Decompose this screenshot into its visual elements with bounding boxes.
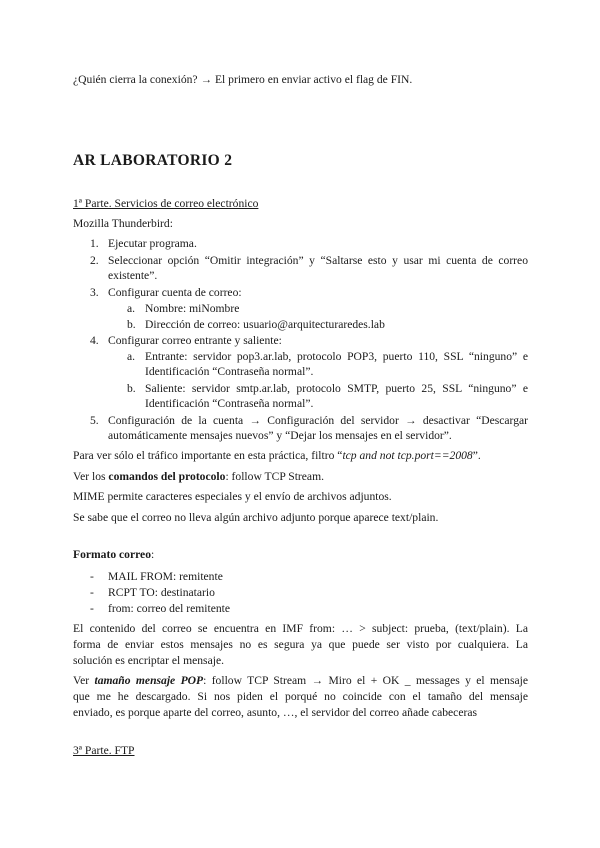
pop-line: que me he descargado. Si nos piden el porqué no coincide con el tamaño del mensaje [73,690,528,703]
substep-text: Nombre: miNombre [145,302,240,315]
format-heading [73,547,154,562]
plain-line: Se sabe que el correo no lleva algún archivo adjunto porque aparece text/plain. [73,511,439,524]
format-paragraph-line: El contenido del correo se encuentra en IMF from: … > subject: prueba, (text/plain). La [73,622,528,635]
substep-letter: b. [127,318,136,331]
substep-text: Identificación “Contraseña normal”. [145,365,314,378]
pop-line [73,673,528,688]
filter-line [73,448,481,463]
substep-letter: a. [127,302,136,315]
protocol-line [73,469,324,484]
step-text: existente”. [108,269,158,282]
step-number: 5. [90,414,99,427]
pop-line: enviado, es porque aparte del correo, asunto, …, el servidor del correo añade cabeceras [73,706,477,719]
pop-rest: : follow TCP Stream → Miro el + OK _ messages y el mensaje [203,674,528,687]
step-number: 2. [90,254,99,267]
substep-letter: a. [127,350,136,363]
step-text: Configuración de la cuenta → Configuración del servidor → desactivar “Descargar [108,414,528,427]
protocol-suffix: : follow TCP Stream. [225,470,324,483]
part3-heading: 3ª Parte. FTP [73,744,135,757]
format-label: Formato correo [73,548,152,561]
substep-text: Dirección de correo: usuario@arquitecturaredes.lab [145,318,385,331]
bullet-dash: - [90,586,94,599]
step-text: Configurar cuenta de correo: [108,286,242,299]
filter-value: tcp and not tcp.port==2008 [342,449,473,462]
pop-bold: tamaño mensaje POP [94,674,204,687]
list-item: from: correo del remitente [108,602,231,615]
step-text: Seleccionar opción “Omitir integración” y “Saltarse esto y usar mi cuenta de correo [108,254,528,267]
step-number: 3. [90,286,99,299]
filter-prefix: Para ver sólo el tráfico importante en esta práctica, filtro “ [73,449,343,462]
substep-text: Saliente: servidor smtp.ar.lab, protocolo SMTP, puerto 25, SSL “ninguno” e [145,382,528,395]
step-number: 4. [90,334,99,347]
substep-text: Entrante: servidor pop3.ar.lab, protocolo POP3, puerto 110, SSL “ninguno” e [145,350,528,363]
list-item: MAIL FROM: remitente [108,570,223,583]
step-number: 1. [90,237,99,250]
protocol-prefix: Ver los [73,470,109,483]
format-colon: : [151,548,155,561]
protocol-bold: comandos del protocolo [108,470,226,483]
substep-letter: b. [127,382,136,395]
format-paragraph-line: solución es encriptar el mensaje. [73,654,224,667]
part1-heading: 1ª Parte. Servicios de correo electrónico [73,197,259,210]
step-text: Ejecutar programa. [108,237,197,250]
substep-text: Identificación “Contraseña normal”. [145,397,314,410]
mime-line: MIME permite caracteres especiales y el envío de archivos adjuntos. [73,490,392,503]
intro-line: ¿Quién cierra la conexión? → El primero en enviar activo el flag de FIN. [73,73,413,86]
pop-prefix: Ver [73,674,95,687]
list-item: RCPT TO: destinatario [108,586,215,599]
format-paragraph-line: forma de enviar estos mensajes no es segura ya que puede ser visto por cualquiera. La [73,638,528,651]
app-name: Mozilla Thunderbird: [73,217,173,230]
bullet-dash: - [90,602,94,615]
step-text: Configurar correo entrante y saliente: [108,334,282,347]
bullet-dash: - [90,570,94,583]
step-text: automáticamente mensajes nuevos” y “Dejar los mensajes en el servidor”. [108,429,452,442]
page-title: AR LABORATORIO 2 [73,152,233,169]
filter-suffix: ”. [472,449,481,462]
